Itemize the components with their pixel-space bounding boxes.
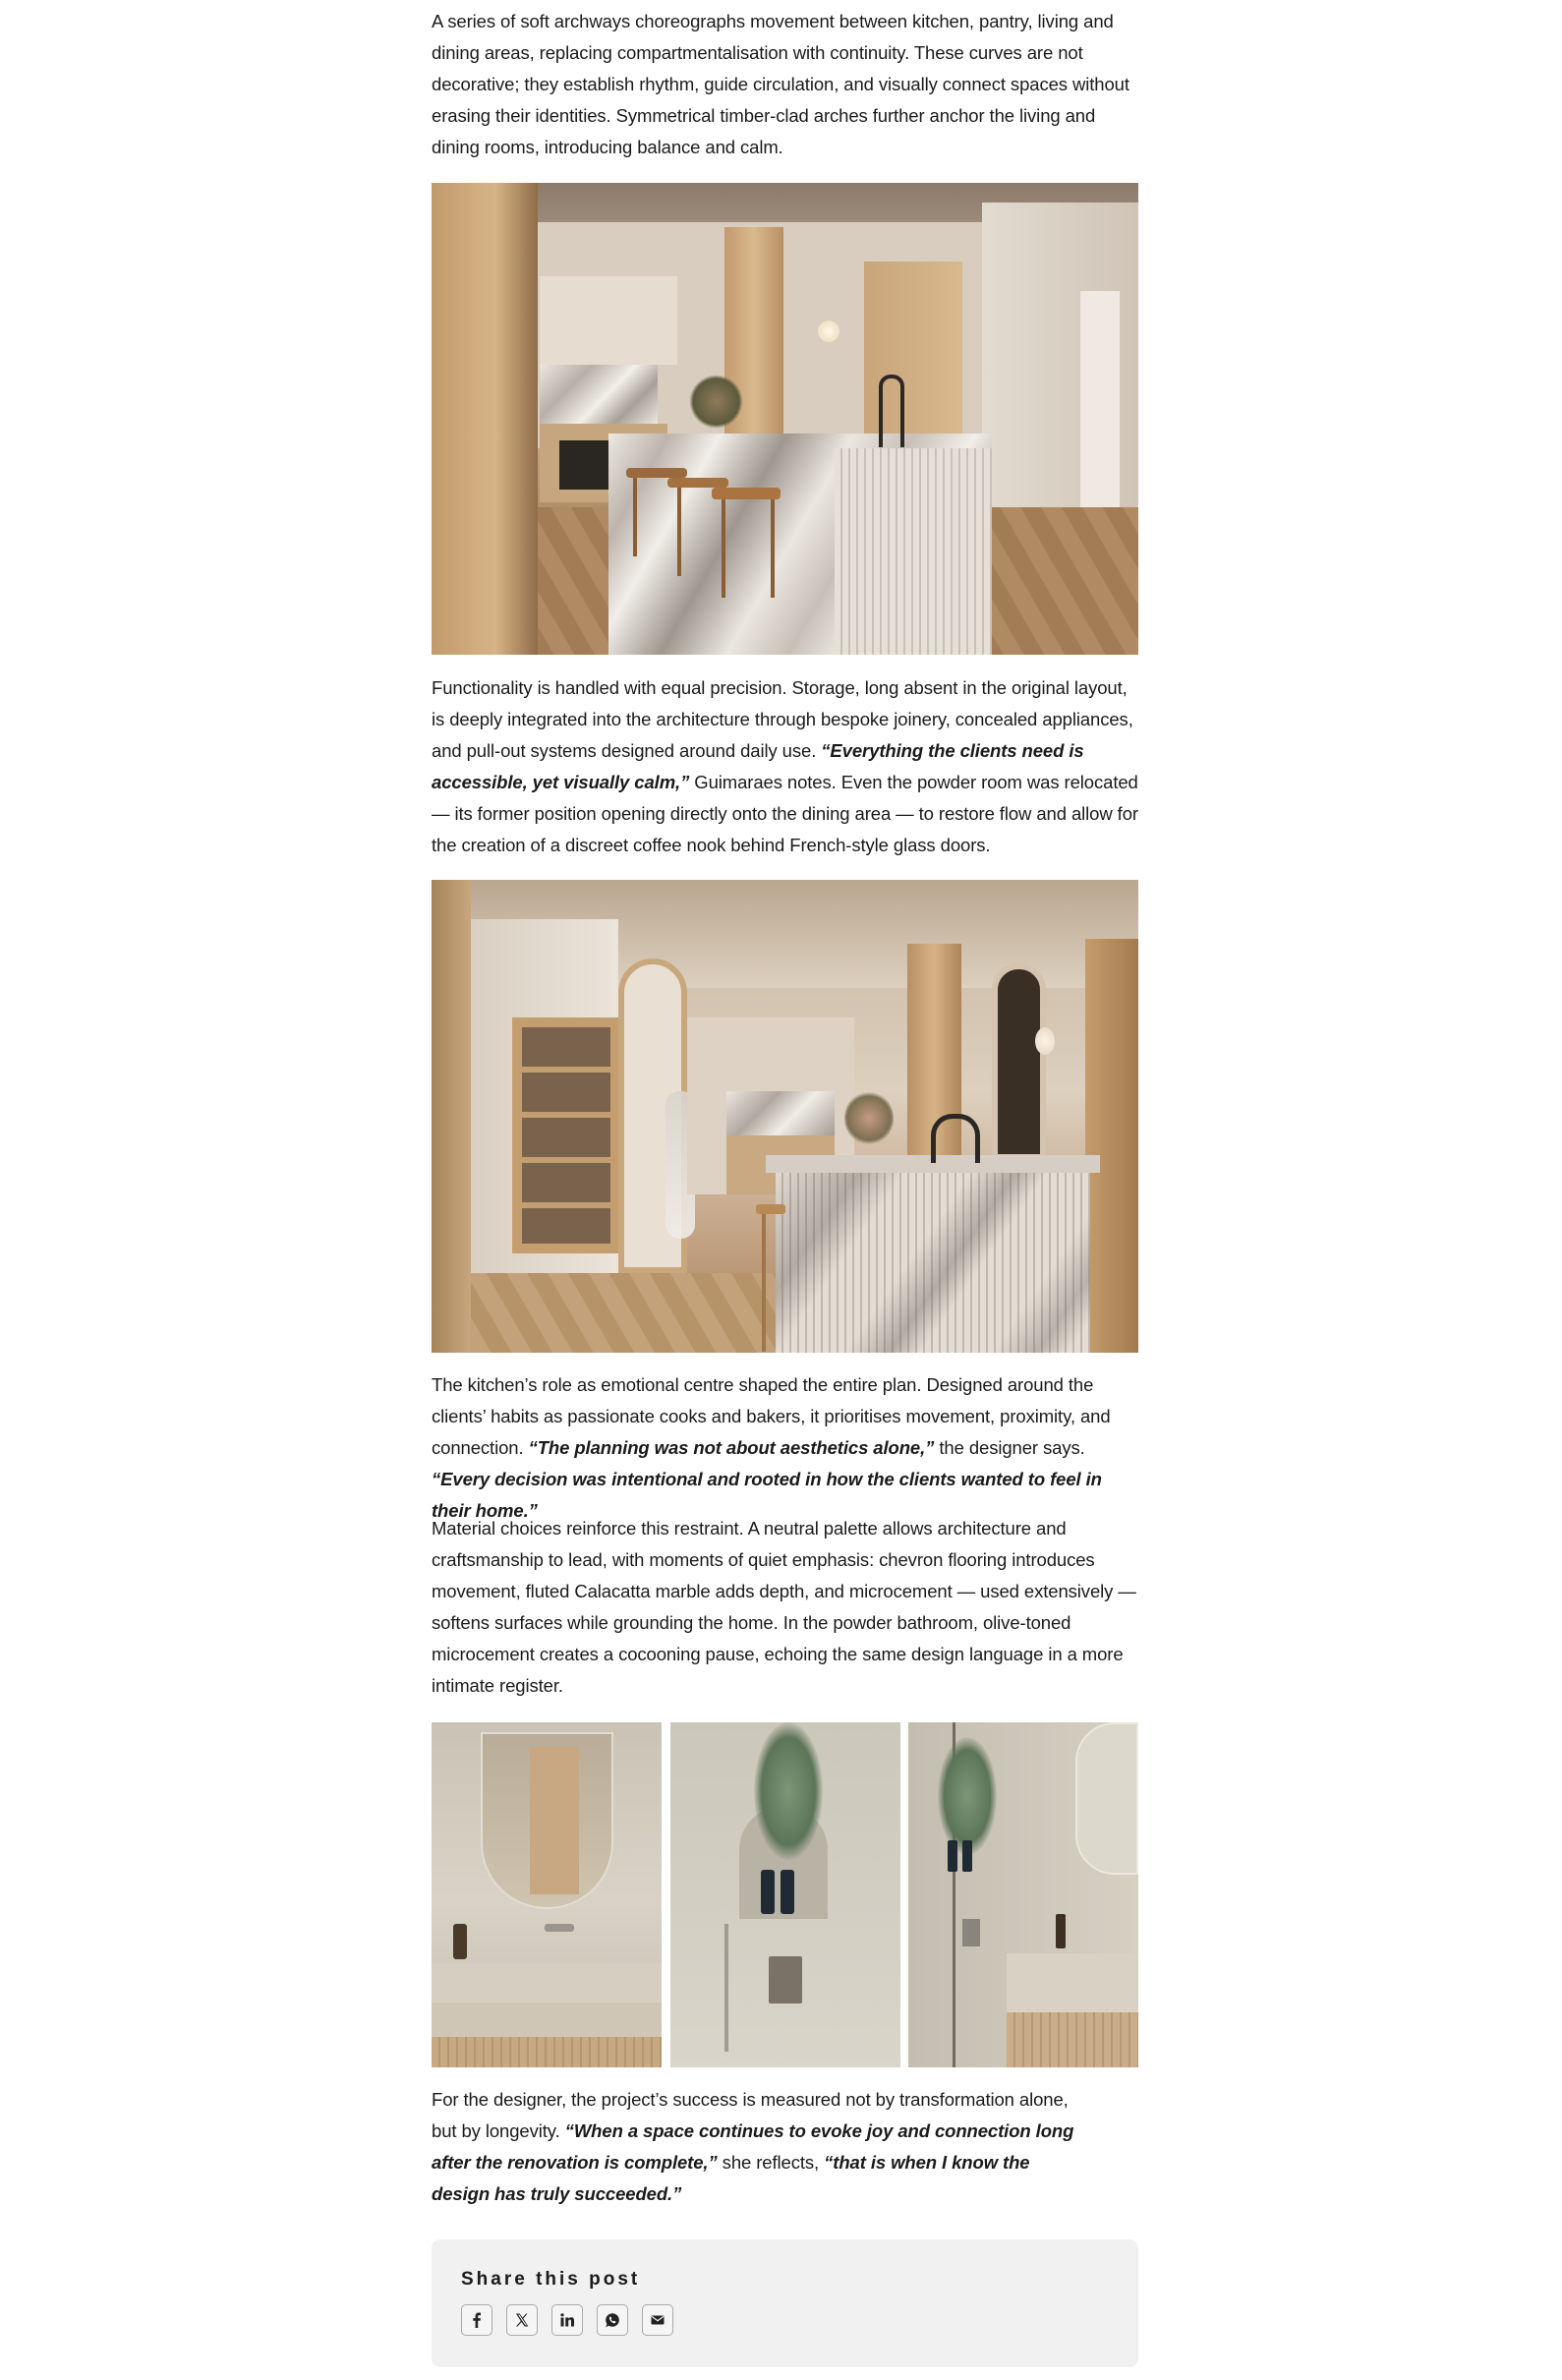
arched-kitchen-photo	[432, 880, 1138, 1353]
whatsapp-share-button[interactable]	[597, 2304, 628, 2336]
linkedin-icon	[559, 2312, 575, 2328]
paragraph-text: she reflects,	[717, 2152, 825, 2173]
paragraph-text: Functionality is handled with equal precision. Storage, long absent in the original layout, is deeply integrated into the architecture through bespoke joinery, concealed appliances, and pull-out systems designed around daily use.	[432, 677, 1133, 761]
paragraph-kitchen-role	[432, 1369, 1138, 1527]
email-share-button[interactable]	[642, 2304, 673, 2336]
x-share-button[interactable]	[506, 2304, 538, 2336]
paragraph-text: the designer says.	[934, 1437, 1085, 1458]
pull-quote: “Every decision was intentional and rooted in how the clients wanted to feel in their home.”	[432, 1469, 1102, 1521]
facebook-icon	[469, 2312, 485, 2328]
paragraph-materials: Material choices reinforce this restraint. A neutral palette allows architecture and craftsmanship to lead, with moments of quiet emphasis: chevron flooring introduces movement, fluted Calacatta marble adds depth, and microcement — used extensively — softens surfaces while grounding the home. In the powder bathroom, olive-toned microcement creates a cocooning pause, echoing the same design language in a more intimate register.	[432, 1518, 1136, 1696]
pull-quote: “Everything the clients need is accessible, yet visually calm,”	[432, 740, 1084, 792]
share-icon-row	[461, 2304, 673, 2336]
facebook-share-button[interactable]	[461, 2304, 492, 2336]
linkedin-share-button[interactable]	[551, 2304, 583, 2336]
paragraph-functionality	[432, 672, 1138, 861]
pull-quote: “that is when I know the design has truly succeeded.”	[432, 2152, 1030, 2204]
whatsapp-icon	[605, 2312, 620, 2328]
bathroom-basin-photo	[432, 1722, 662, 2067]
paragraph-text: The kitchen’s role as emotional centre shaped the entire plan. Designed around the clients’ habits as passionate cooks and bakers, it prioritises movement, proximity, and connection.	[432, 1374, 1111, 1458]
kitchen-island-photo	[432, 183, 1138, 655]
paragraph-text: For the designer, the project’s success is measured not by transformation alone, but by longevity.	[432, 2089, 1069, 2141]
x-icon	[514, 2312, 530, 2328]
pull-quote: “When a space continues to evoke joy and connection long after the renovation is complete,”	[432, 2120, 1074, 2173]
bathroom-photo-gallery	[432, 1722, 1138, 2067]
share-title: Share this post	[461, 2269, 641, 2290]
share-panel	[432, 2239, 1138, 2367]
pull-quote: “The planning was not about aesthetics alone,”	[528, 1437, 935, 1458]
paragraph-archways: A series of soft archways choreographs movement between kitchen, pantry, living and dining areas, replacing compartmentalisation with continuity. These curves are not decorative; they establish rhythm, guide circulation, and visually connect spaces without erasing their identities. Symmetrical timber-clad arches further anchor the living and dining rooms, introducing balance and calm.	[432, 11, 1129, 157]
paragraph-text: Guimaraes notes. Even the powder room was relocated — its former position opening directly onto the dining area — to restore flow and allow for the creation of a discreet coffee nook behind French-style glass doors.	[432, 772, 1138, 855]
paragraph-longevity	[432, 2084, 1080, 2210]
bathroom-shower-photo	[908, 1722, 1138, 2067]
bathroom-niche-photo	[670, 1722, 900, 2067]
email-icon	[650, 2312, 665, 2328]
